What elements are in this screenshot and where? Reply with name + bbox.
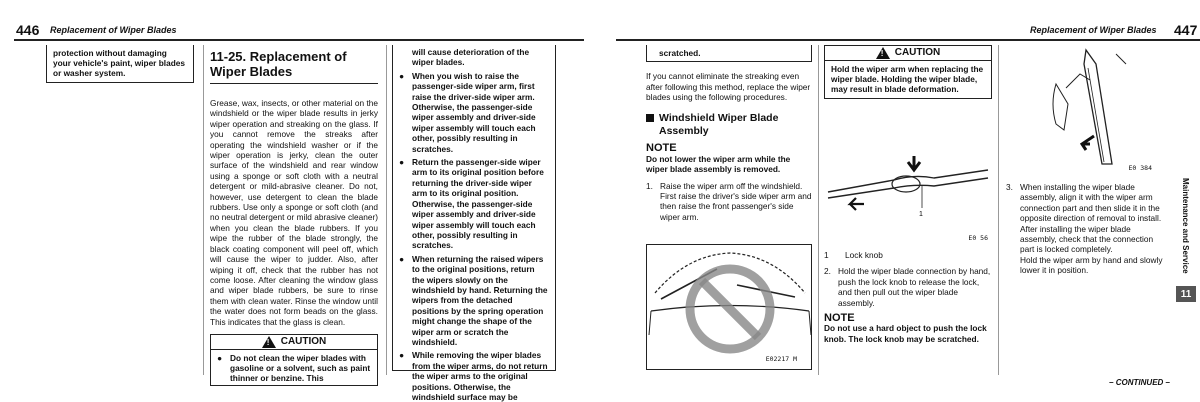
caution-bullet-text: When returning the raised wipers to the original positions, return the wipers slowly on the windshield by hand. Returning the wipers from the detached positions by the spring operation might change the shape of the wiper arm or scratch the windshield. — [412, 253, 548, 347]
figure-code: E0 384 — [1128, 164, 1152, 172]
chapter-side-tab: Maintenance and Service — [1181, 178, 1190, 274]
illustration-lock-knob — [824, 148, 992, 244]
continued-label: – CONTINUED – — [1109, 378, 1170, 387]
right-col-1 — [646, 45, 812, 222]
warning-box-continuation: protection without damaging your vehicle's paint, wiper blades or washer system. — [46, 45, 194, 83]
caution-bullet — [399, 71, 549, 154]
page-number-left: 446 — [16, 22, 40, 38]
lock-knob-drawing — [824, 148, 992, 244]
column-divider — [386, 45, 387, 375]
step-1 — [646, 181, 812, 223]
bullet-icon: ● — [399, 350, 405, 361]
figure-code: E0 56 — [968, 234, 988, 242]
header-title-right: Replacement of Wiper Blades — [1030, 25, 1157, 35]
caution-bullet-text: While removing the wiper blades from the wiper arms, do not return the wiper arms to the original positions. Otherwise, the windshield surface may be — [412, 350, 548, 402]
intro-text: If you cannot eliminate the streaking even after following this method, replace the wiper blades using the following procedures. — [646, 71, 811, 103]
right-col-3 — [1006, 182, 1166, 276]
step-number: 1. — [646, 180, 653, 191]
step-3-sub: Hold the wiper arm by hand and slowly lower it in position. — [1020, 254, 1163, 276]
caution-block-left — [210, 334, 378, 386]
square-bullet-icon — [646, 114, 654, 122]
caution-bullet-text: Do not clean the wiper blades with gasoline or a solvent, such as paint thinner or benzine. This — [230, 352, 371, 384]
callout-label: Lock knob — [845, 250, 883, 260]
section-body: Grease, wax, insects, or other material on the windshield or the wiper blade results in jerky wiper operation and streaking on the glass. If you cannot remove the streaks after operating the windshield washer or if the wiper operation is jerky, clean the outer surface of the windshield and rear window using a sponge or soft cloth with a neutral detergent or mild-abrasive cleaner. Do not, however, use detergent to clean the blade rubbers. Use only a sponge or soft cloth (and no neutral detergent or mild abrasive cleaner) when you clean the blade rubbers. If you wipe the rubber of the blade strongly, the black coating component will peel off, which will cause the wiper to judder. Also, after wiping it off, check that the rubber has not come loose. After cleaning the window glass and wiper blade rubbers, be sure to rinse them with clean water. Rinse the window until the water does not form beads on the glass. This indicates that the glass is clean. — [210, 98, 378, 327]
note-label: NOTE — [646, 142, 677, 155]
install-drawing — [1006, 44, 1156, 174]
caution-body — [210, 350, 378, 386]
column-divider — [818, 45, 819, 375]
step-number: 3. — [1006, 182, 1013, 192]
note-label: NOTE — [824, 312, 855, 325]
section-title: 11-25. Replacement of Wiper Blades — [210, 49, 347, 79]
subsection-title-text: Windshield Wiper Blade Assembly — [659, 112, 779, 137]
step-2 — [824, 266, 992, 308]
caution-continuation-box: scratched. — [646, 45, 812, 62]
caution-text: Hold the wiper arm when replacing the wiper blade. Holding the wiper blade, may result in blade deformation. — [824, 61, 992, 99]
caution-bullet — [217, 353, 371, 384]
page-gutter — [590, 0, 610, 402]
title-rule — [210, 83, 378, 84]
right-page — [610, 0, 1200, 402]
illustration-windshield-prohibited — [646, 244, 812, 370]
header-rule-right — [616, 39, 1200, 41]
caution-bullet-text: When you wish to raise the passenger-side wiper arm, first raise the driver-side wiper arm. Otherwise, the passenger-side wiper assembly and driver-side wiper assembly will touch each other, possibly resulting in scratches. — [412, 70, 536, 154]
subsection-title — [646, 112, 812, 137]
svg-text:1: 1 — [919, 211, 923, 218]
caution-bullet — [399, 254, 549, 348]
illustration-install — [1006, 44, 1156, 174]
page-number-right: 447 — [1174, 22, 1198, 38]
step-3-text: When installing the wiper blade assembly, align it with the wiper arm connection part and then slide it in the opposite direction of removal to install. After installing the wiper blade assembly, check that the connection part is locked completely. — [1020, 182, 1162, 255]
bullet-icon: ● — [399, 70, 405, 81]
caution-continuation: will cause deterioration of the wiper blades. — [412, 47, 530, 68]
bullet-icon: ● — [399, 253, 405, 264]
caution-bullet — [399, 350, 549, 402]
note-text: Do not use a hard object to push the lock knob. The lock knob may be scratched. — [824, 323, 987, 344]
column-divider — [998, 45, 999, 375]
left-col-1 — [46, 45, 194, 83]
callout-number: 1 — [824, 250, 829, 260]
right-col-2 — [824, 45, 992, 99]
header-title-left: Replacement of Wiper Blades — [50, 25, 177, 35]
note-text: Do not lower the wiper arm while the wiper blade assembly is removed. — [646, 153, 791, 175]
warning-triangle-icon — [876, 47, 890, 59]
column-divider — [203, 45, 204, 375]
bullet-icon: ● — [399, 157, 405, 168]
caution-bullet-text: Return the passenger-side wiper arm to its original position before returning the driver-side wiper arm to its original position. Otherwise, the passenger-side wiper assembly and driver-side wiper assembly will touch each other, possibly resulting in scratches. — [412, 157, 544, 251]
left-page — [0, 0, 590, 402]
step-2-text: Hold the wiper blade connection by hand, push the lock knob to release the lock, and then pull out the wiper blade assembly. — [838, 266, 991, 308]
caution-bullet — [399, 157, 549, 251]
figure-code: E02217 M — [765, 355, 797, 363]
step-3 — [1006, 182, 1166, 255]
step-1-text: Raise the wiper arm off the windshield. First raise the driver's side wiper arm and then raise the front passenger's side wiper arm. — [660, 180, 812, 222]
step-number: 2. — [824, 266, 831, 277]
caution-header — [210, 334, 378, 350]
caution-label: CAUTION — [894, 46, 941, 58]
left-col-2 — [210, 45, 378, 386]
left-col-3-caution-continued — [392, 45, 556, 402]
warning-triangle-icon — [262, 336, 276, 348]
caution-label: CAUTION — [280, 335, 327, 347]
callout-legend — [824, 250, 992, 260]
windshield-drawing — [647, 245, 812, 370]
bullet-icon: ● — [217, 352, 223, 363]
chapter-tab-number: 11 — [1176, 286, 1196, 302]
caution-header-right — [824, 45, 992, 61]
right-col-2-lower — [824, 250, 992, 344]
header-rule-left — [14, 39, 584, 41]
